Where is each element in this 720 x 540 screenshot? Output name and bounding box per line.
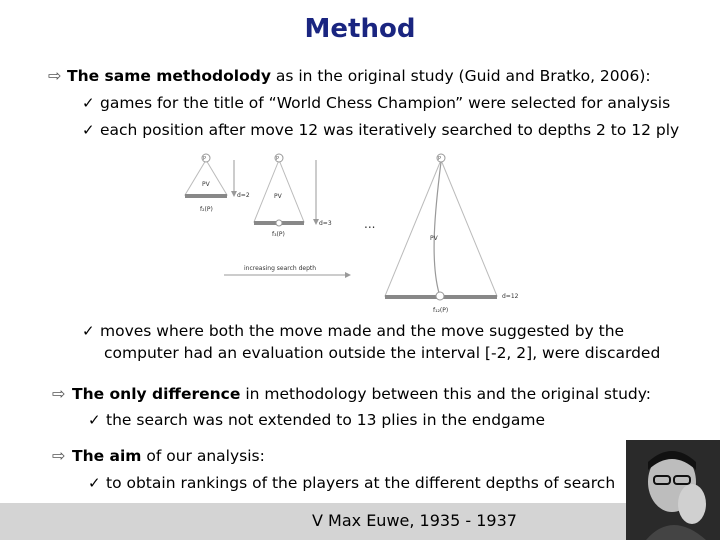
sub-bullet-discarded-line1: moves where both the move made and the move suggested by the xyxy=(100,322,625,340)
sub-bullet-rankings: to obtain rankings of the players at the different depths of search xyxy=(106,474,616,492)
bullet-arrow-icon: ⇨ xyxy=(48,66,62,85)
slide-title: Method xyxy=(304,14,416,44)
footer-caption: V Max Euwe, 1935 - 1937 xyxy=(312,511,517,530)
ellipsis: ... xyxy=(364,217,376,231)
bullet-arrow-icon: ⇨ xyxy=(52,446,66,465)
portrait-photo xyxy=(626,440,720,540)
check-icon: ✓ xyxy=(82,121,95,139)
pv-label: PV xyxy=(274,193,282,200)
pv-label: PV xyxy=(202,181,210,188)
paragraph-text: in methodology between this and the original study: xyxy=(240,385,652,403)
sub-bullet-games: games for the title of “World Chess Champion” were selected for analysis xyxy=(100,94,671,112)
paragraph-aim xyxy=(72,447,265,465)
check-icon: ✓ xyxy=(88,411,101,429)
paragraph-same-methodology xyxy=(67,67,651,85)
sub-bullet-positions: each position after move 12 was iteratively searched to depths 2 to 12 ply xyxy=(100,121,680,139)
paragraph-text: of our analysis: xyxy=(141,447,265,465)
f2-label: f₂(P) xyxy=(200,206,213,213)
f12-label: f₁₂(P) xyxy=(433,307,449,314)
search-depth-diagram xyxy=(180,150,540,320)
check-icon: ✓ xyxy=(82,94,95,112)
pv-label: PV xyxy=(430,235,438,242)
root-label: P xyxy=(203,156,207,162)
search-tree-depth-3 xyxy=(254,154,332,238)
paragraph-bold: The same methodolody xyxy=(67,67,271,85)
check-icon: ✓ xyxy=(88,474,101,492)
root-label: P xyxy=(438,156,442,162)
bullet-arrow-icon: ⇨ xyxy=(52,384,66,403)
sub-bullet-no-extension: the search was not extended to 13 plies in the endgame xyxy=(106,411,546,429)
paragraph-bold: The only difference xyxy=(72,385,241,403)
sub-bullet-discarded-line2: computer had an evaluation outside the interval [-2, 2], were discarded xyxy=(104,344,661,362)
d12-label: d=12 xyxy=(502,293,519,300)
paragraph-bold: The aim xyxy=(72,447,142,465)
search-tree-depth-12 xyxy=(385,154,519,314)
paragraph-only-difference xyxy=(72,385,651,403)
d3-label: d=3 xyxy=(319,220,332,227)
f3-label: f₃(P) xyxy=(272,231,285,238)
search-tree-depth-2 xyxy=(185,154,250,213)
root-label: P xyxy=(276,156,280,162)
paragraph-text: as in the original study (Guid and Bratko, 2006): xyxy=(270,67,651,85)
d2-label: d=2 xyxy=(237,192,250,199)
check-icon: ✓ xyxy=(82,322,95,340)
increasing-depth-label: increasing search depth xyxy=(244,265,317,272)
